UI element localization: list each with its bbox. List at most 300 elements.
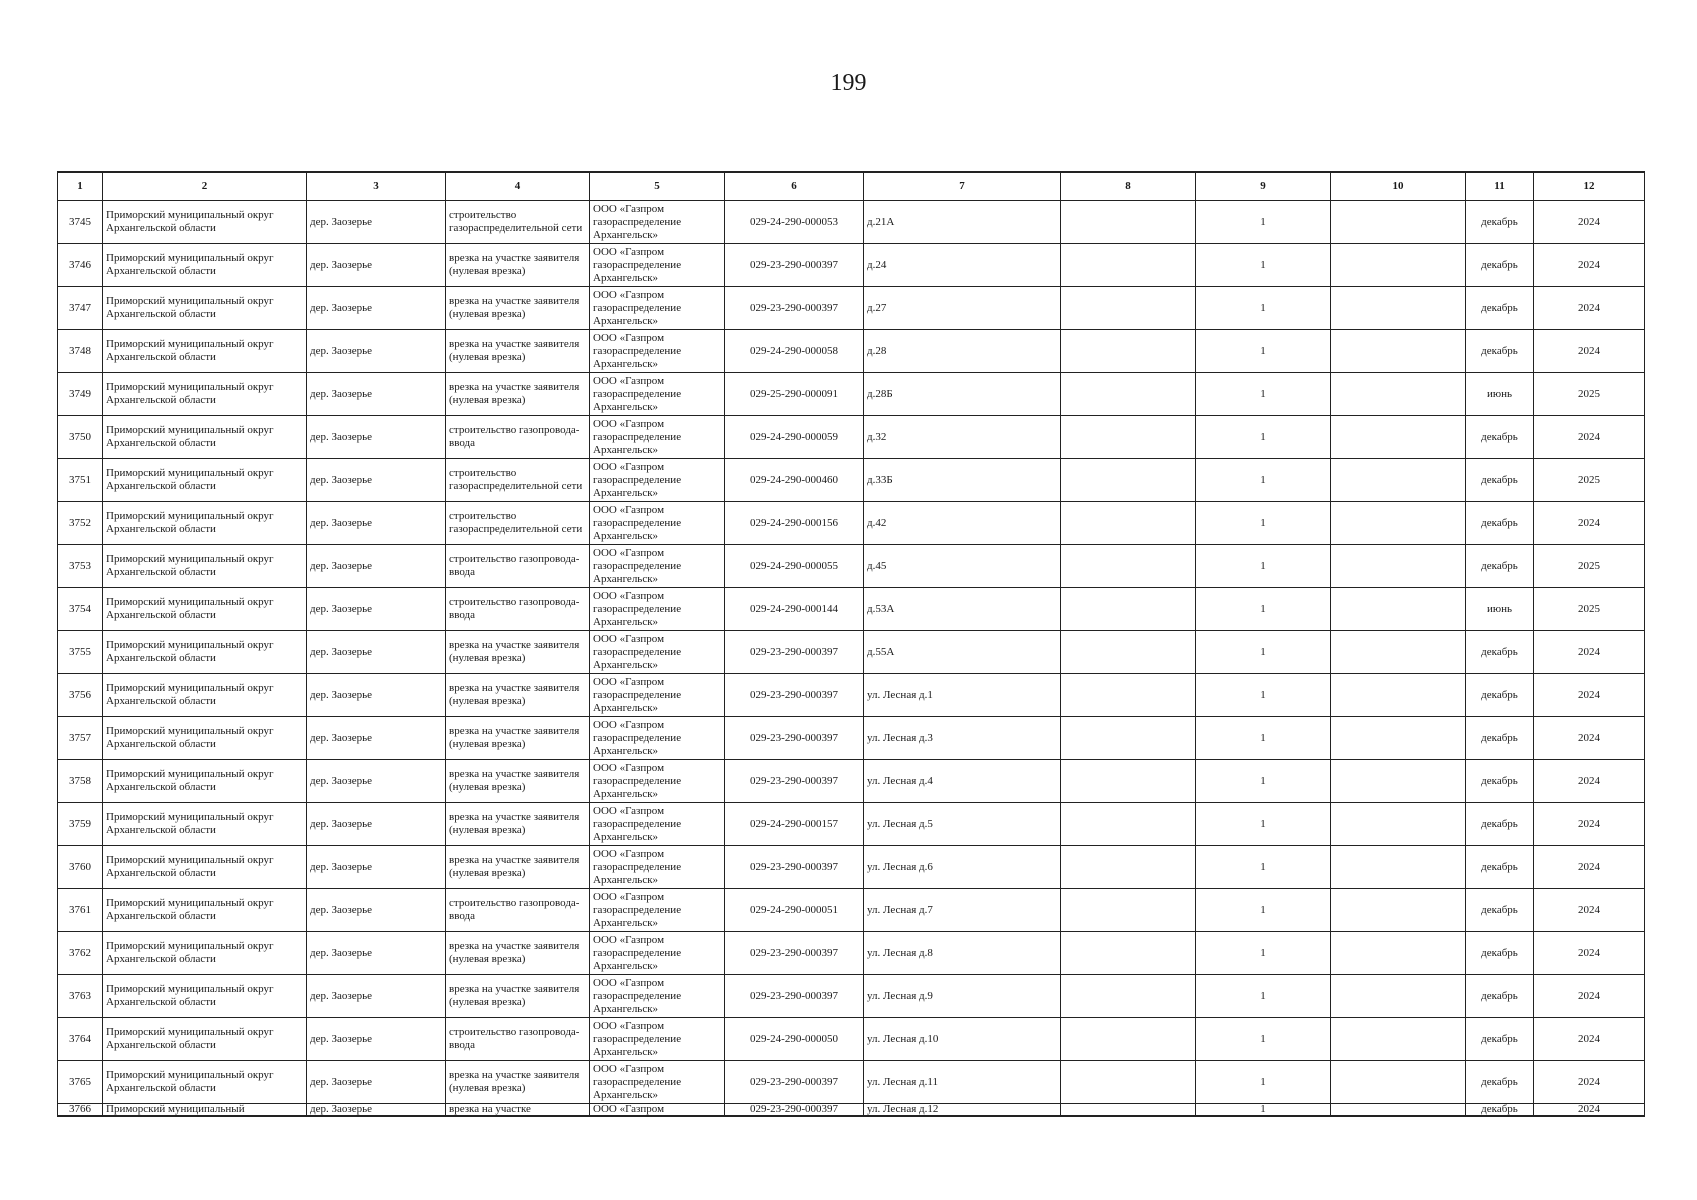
quantity-cell: 1 [1196, 932, 1331, 975]
quantity-cell: 1 [1196, 975, 1331, 1018]
address-cell: ул. Лесная д.10 [864, 1018, 1061, 1061]
quantity-cell: 1 [1196, 1018, 1331, 1061]
row-number: 3753 [58, 545, 103, 588]
code-cell: 029-24-290-000460 [725, 459, 864, 502]
row-number: 3745 [58, 201, 103, 244]
table-row [58, 760, 1645, 803]
code-cell: 029-23-290-000397 [725, 846, 864, 889]
year-cell: 2024 [1534, 1061, 1645, 1104]
column-header: 7 [864, 172, 1061, 201]
column-8-cell [1061, 373, 1196, 416]
locality-cell: дер. Заозерье [307, 975, 446, 1018]
code-cell: 029-23-290-000397 [725, 287, 864, 330]
column-8-cell [1061, 631, 1196, 674]
address-cell: д.24 [864, 244, 1061, 287]
work-type-cell: строительство газораспределительной сети [446, 201, 590, 244]
month-cell: июнь [1466, 373, 1534, 416]
year-cell: 2024 [1534, 1018, 1645, 1061]
code-cell: 029-24-290-000053 [725, 201, 864, 244]
month-cell: декабрь [1466, 459, 1534, 502]
month-cell: декабрь [1466, 803, 1534, 846]
municipality-cell: Приморский муниципальный округ Архангельской области [103, 588, 307, 631]
column-8-cell [1061, 889, 1196, 932]
table-row [58, 287, 1645, 330]
column-8-cell [1061, 502, 1196, 545]
quantity-cell: 1 [1196, 244, 1331, 287]
column-10-cell [1331, 373, 1466, 416]
year-cell: 2024 [1534, 674, 1645, 717]
row-number: 3760 [58, 846, 103, 889]
table-row [58, 244, 1645, 287]
quantity-cell: 1 [1196, 287, 1331, 330]
month-cell: декабрь [1466, 846, 1534, 889]
table-row [58, 674, 1645, 717]
code-cell: 029-23-290-000397 [725, 717, 864, 760]
column-header: 2 [103, 172, 307, 201]
column-10-cell [1331, 760, 1466, 803]
address-cell: ул. Лесная д.8 [864, 932, 1061, 975]
row-number: 3757 [58, 717, 103, 760]
address-cell: ул. Лесная д.5 [864, 803, 1061, 846]
month-cell: декабрь [1466, 244, 1534, 287]
work-type-cell: строительство газопровода-ввода [446, 545, 590, 588]
table-row [58, 373, 1645, 416]
year-cell: 2025 [1534, 459, 1645, 502]
locality-cell: дер. Заозерье [307, 373, 446, 416]
locality-cell: дер. Заозерье [307, 330, 446, 373]
municipality-cell: Приморский муниципальный округ Архангельской области [103, 459, 307, 502]
month-cell: декабрь [1466, 975, 1534, 1018]
quantity-cell: 1 [1196, 760, 1331, 803]
work-type-cell: врезка на участке заявителя (нулевая врезка) [446, 244, 590, 287]
column-10-cell [1331, 545, 1466, 588]
locality-cell: дер. Заозерье [307, 1104, 446, 1117]
work-type-cell: врезка на участке заявителя (нулевая врезка) [446, 287, 590, 330]
quantity-cell: 1 [1196, 674, 1331, 717]
table-row [58, 1104, 1645, 1117]
month-cell: декабрь [1466, 330, 1534, 373]
column-10-cell [1331, 588, 1466, 631]
organization-cell: ООО «Газпром газораспределение Архангельск» [590, 201, 725, 244]
column-header: 3 [307, 172, 446, 201]
row-number: 3761 [58, 889, 103, 932]
table-row [58, 416, 1645, 459]
locality-cell: дер. Заозерье [307, 459, 446, 502]
organization-cell: ООО «Газпром газораспределение Архангельск» [590, 244, 725, 287]
locality-cell: дер. Заозерье [307, 201, 446, 244]
column-10-cell [1331, 932, 1466, 975]
organization-cell: ООО «Газпром газораспределение Архангельск» [590, 846, 725, 889]
column-8-cell [1061, 1018, 1196, 1061]
column-10-cell [1331, 889, 1466, 932]
code-cell: 029-25-290-000091 [725, 373, 864, 416]
year-cell: 2024 [1534, 1104, 1645, 1117]
quantity-cell: 1 [1196, 889, 1331, 932]
month-cell: декабрь [1466, 889, 1534, 932]
year-cell: 2024 [1534, 201, 1645, 244]
column-header: 4 [446, 172, 590, 201]
code-cell: 029-24-290-000050 [725, 1018, 864, 1061]
locality-cell: дер. Заозерье [307, 631, 446, 674]
municipality-cell: Приморский муниципальный округ Архангельской области [103, 545, 307, 588]
year-cell: 2024 [1534, 502, 1645, 545]
organization-cell: ООО «Газпром газораспределение Архангельск» [590, 631, 725, 674]
address-cell: ул. Лесная д.11 [864, 1061, 1061, 1104]
month-cell: декабрь [1466, 416, 1534, 459]
municipality-cell: Приморский муниципальный округ Архангельской области [103, 760, 307, 803]
code-cell: 029-23-290-000397 [725, 631, 864, 674]
month-cell: декабрь [1466, 932, 1534, 975]
work-type-cell: врезка на участке заявителя (нулевая врезка) [446, 631, 590, 674]
work-type-cell: строительство газопровода-ввода [446, 588, 590, 631]
address-cell: ул. Лесная д.7 [864, 889, 1061, 932]
locality-cell: дер. Заозерье [307, 1061, 446, 1104]
table-row [58, 932, 1645, 975]
locality-cell: дер. Заозерье [307, 889, 446, 932]
code-cell: 029-23-290-000397 [725, 760, 864, 803]
column-8-cell [1061, 717, 1196, 760]
table-row [58, 1018, 1645, 1061]
municipality-cell: Приморский муниципальный округ Архангельской области [103, 373, 307, 416]
column-header: 12 [1534, 172, 1645, 201]
month-cell: июнь [1466, 588, 1534, 631]
work-type-cell: врезка на участке заявителя (нулевая врезка) [446, 373, 590, 416]
organization-cell: ООО «Газпром газораспределение Архангельск» [590, 1018, 725, 1061]
address-cell: д.45 [864, 545, 1061, 588]
column-10-cell [1331, 502, 1466, 545]
column-8-cell [1061, 459, 1196, 502]
table-row [58, 717, 1645, 760]
column-10-cell [1331, 1018, 1466, 1061]
locality-cell: дер. Заозерье [307, 287, 446, 330]
table-row [58, 889, 1645, 932]
month-cell: декабрь [1466, 674, 1534, 717]
column-10-cell [1331, 975, 1466, 1018]
address-cell: ул. Лесная д.1 [864, 674, 1061, 717]
address-cell: д.33Б [864, 459, 1061, 502]
work-type-cell: врезка на участке заявителя (нулевая врезка) [446, 975, 590, 1018]
organization-cell: ООО «Газпром газораспределение Архангельск» [590, 545, 725, 588]
table-row [58, 545, 1645, 588]
locality-cell: дер. Заозерье [307, 932, 446, 975]
code-cell: 029-24-290-000156 [725, 502, 864, 545]
month-cell: декабрь [1466, 1104, 1534, 1117]
year-cell: 2025 [1534, 545, 1645, 588]
address-cell: ул. Лесная д.9 [864, 975, 1061, 1018]
municipality-cell: Приморский муниципальный округ Архангельской области [103, 201, 307, 244]
organization-cell: ООО «Газпром газораспределение Архангельск» [590, 674, 725, 717]
organization-cell: ООО «Газпром газораспределение Архангельск» [590, 1061, 725, 1104]
code-cell: 029-23-290-000397 [725, 244, 864, 287]
work-type-cell: врезка на участке заявителя (нулевая врезка) [446, 846, 590, 889]
municipality-cell: Приморский муниципальный округ Архангельской области [103, 330, 307, 373]
column-10-cell [1331, 330, 1466, 373]
column-header: 9 [1196, 172, 1331, 201]
municipality-cell: Приморский муниципальный округ Архангельской области [103, 1061, 307, 1104]
address-cell: д.42 [864, 502, 1061, 545]
column-8-cell [1061, 760, 1196, 803]
locality-cell: дер. Заозерье [307, 674, 446, 717]
organization-cell: ООО «Газпром газораспределение Архангельск» [590, 287, 725, 330]
row-number: 3762 [58, 932, 103, 975]
column-10-cell [1331, 717, 1466, 760]
organization-cell: ООО «Газпром газораспределение Архангельск» [590, 717, 725, 760]
locality-cell: дер. Заозерье [307, 803, 446, 846]
table-row [58, 803, 1645, 846]
column-8-cell [1061, 803, 1196, 846]
column-number-row [58, 172, 1645, 201]
work-type-cell: врезка на участке заявителя (нулевая врезка) [446, 932, 590, 975]
work-type-cell: врезка на участке заявителя (нулевая врезка) [446, 674, 590, 717]
work-type-cell: строительство газораспределительной сети [446, 459, 590, 502]
table-body [58, 201, 1645, 1117]
organization-cell: ООО «Газпром газораспределение Архангельск» [590, 588, 725, 631]
work-type-cell: врезка на участке [446, 1104, 590, 1117]
row-number: 3751 [58, 459, 103, 502]
address-cell: д.55А [864, 631, 1061, 674]
quantity-cell: 1 [1196, 330, 1331, 373]
locality-cell: дер. Заозерье [307, 545, 446, 588]
year-cell: 2024 [1534, 330, 1645, 373]
code-cell: 029-24-290-000144 [725, 588, 864, 631]
column-10-cell [1331, 1104, 1466, 1117]
column-8-cell [1061, 545, 1196, 588]
table-row [58, 1061, 1645, 1104]
year-cell: 2025 [1534, 373, 1645, 416]
work-type-cell: врезка на участке заявителя (нулевая врезка) [446, 330, 590, 373]
month-cell: декабрь [1466, 201, 1534, 244]
code-cell: 029-23-290-000397 [725, 1061, 864, 1104]
column-8-cell [1061, 588, 1196, 631]
row-number: 3747 [58, 287, 103, 330]
column-header: 1 [58, 172, 103, 201]
address-cell: д.28Б [864, 373, 1061, 416]
quantity-cell: 1 [1196, 416, 1331, 459]
quantity-cell: 1 [1196, 631, 1331, 674]
work-type-cell: строительство газопровода-ввода [446, 889, 590, 932]
year-cell: 2024 [1534, 932, 1645, 975]
row-number: 3765 [58, 1061, 103, 1104]
year-cell: 2024 [1534, 803, 1645, 846]
quantity-cell: 1 [1196, 717, 1331, 760]
address-cell: д.27 [864, 287, 1061, 330]
code-cell: 029-24-290-000051 [725, 889, 864, 932]
table-header [58, 172, 1645, 201]
locality-cell: дер. Заозерье [307, 502, 446, 545]
row-number: 3759 [58, 803, 103, 846]
month-cell: декабрь [1466, 717, 1534, 760]
municipality-cell: Приморский муниципальный округ Архангельской области [103, 889, 307, 932]
address-cell: ул. Лесная д.6 [864, 846, 1061, 889]
code-cell: 029-24-290-000059 [725, 416, 864, 459]
column-8-cell [1061, 201, 1196, 244]
code-cell: 029-24-290-000058 [725, 330, 864, 373]
code-cell: 029-24-290-000157 [725, 803, 864, 846]
locality-cell: дер. Заозерье [307, 244, 446, 287]
row-number: 3748 [58, 330, 103, 373]
column-10-cell [1331, 674, 1466, 717]
code-cell: 029-23-290-000397 [725, 674, 864, 717]
locality-cell: дер. Заозерье [307, 1018, 446, 1061]
row-number: 3766 [58, 1104, 103, 1117]
municipality-cell: Приморский муниципальный округ Архангельской области [103, 975, 307, 1018]
row-number: 3750 [58, 416, 103, 459]
table-row [58, 502, 1645, 545]
locality-cell: дер. Заозерье [307, 846, 446, 889]
month-cell: декабрь [1466, 1061, 1534, 1104]
month-cell: декабрь [1466, 545, 1534, 588]
year-cell: 2024 [1534, 889, 1645, 932]
row-number: 3764 [58, 1018, 103, 1061]
municipality-cell: Приморский муниципальный округ Архангельской области [103, 932, 307, 975]
table-row [58, 631, 1645, 674]
row-number: 3749 [58, 373, 103, 416]
work-type-cell: строительство газораспределительной сети [446, 502, 590, 545]
address-cell: ул. Лесная д.12 [864, 1104, 1061, 1117]
year-cell: 2024 [1534, 287, 1645, 330]
year-cell: 2025 [1534, 588, 1645, 631]
table-row [58, 201, 1645, 244]
work-type-cell: строительство газопровода-ввода [446, 1018, 590, 1061]
address-cell: д.32 [864, 416, 1061, 459]
address-cell: ул. Лесная д.4 [864, 760, 1061, 803]
locality-cell: дер. Заозерье [307, 416, 446, 459]
organization-cell: ООО «Газпром газораспределение Архангельск» [590, 932, 725, 975]
row-number: 3756 [58, 674, 103, 717]
quantity-cell: 1 [1196, 545, 1331, 588]
code-cell: 029-24-290-000055 [725, 545, 864, 588]
column-header: 8 [1061, 172, 1196, 201]
year-cell: 2024 [1534, 760, 1645, 803]
column-8-cell [1061, 1061, 1196, 1104]
row-number: 3754 [58, 588, 103, 631]
column-10-cell [1331, 803, 1466, 846]
organization-cell: ООО «Газпром газораспределение Архангельск» [590, 803, 725, 846]
quantity-cell: 1 [1196, 1104, 1331, 1117]
quantity-cell: 1 [1196, 373, 1331, 416]
work-type-cell: врезка на участке заявителя (нулевая врезка) [446, 803, 590, 846]
column-header: 11 [1466, 172, 1534, 201]
organization-cell: ООО «Газпром [590, 1104, 725, 1117]
column-8-cell [1061, 287, 1196, 330]
month-cell: декабрь [1466, 760, 1534, 803]
column-8-cell [1061, 244, 1196, 287]
table-row [58, 330, 1645, 373]
row-number: 3752 [58, 502, 103, 545]
column-header: 6 [725, 172, 864, 201]
municipality-cell: Приморский муниципальный округ Архангельской области [103, 287, 307, 330]
column-8-cell [1061, 330, 1196, 373]
column-10-cell [1331, 1061, 1466, 1104]
column-8-cell [1061, 1104, 1196, 1117]
municipality-cell: Приморский муниципальный округ Архангельской области [103, 803, 307, 846]
column-10-cell [1331, 846, 1466, 889]
month-cell: декабрь [1466, 631, 1534, 674]
row-number: 3755 [58, 631, 103, 674]
work-type-cell: врезка на участке заявителя (нулевая врезка) [446, 717, 590, 760]
organization-cell: ООО «Газпром газораспределение Архангельск» [590, 459, 725, 502]
code-cell: 029-23-290-000397 [725, 975, 864, 1018]
column-10-cell [1331, 201, 1466, 244]
organization-cell: ООО «Газпром газораспределение Архангельск» [590, 502, 725, 545]
municipality-cell: Приморский муниципальный округ Архангельской области [103, 846, 307, 889]
column-8-cell [1061, 932, 1196, 975]
row-number: 3763 [58, 975, 103, 1018]
column-10-cell [1331, 416, 1466, 459]
work-type-cell: врезка на участке заявителя (нулевая врезка) [446, 760, 590, 803]
column-8-cell [1061, 975, 1196, 1018]
column-8-cell [1061, 846, 1196, 889]
month-cell: декабрь [1466, 1018, 1534, 1061]
table-row [58, 459, 1645, 502]
locality-cell: дер. Заозерье [307, 717, 446, 760]
locality-cell: дер. Заозерье [307, 588, 446, 631]
month-cell: декабрь [1466, 287, 1534, 330]
organization-cell: ООО «Газпром газораспределение Архангельск» [590, 889, 725, 932]
column-8-cell [1061, 416, 1196, 459]
column-8-cell [1061, 674, 1196, 717]
address-cell: д.21А [864, 201, 1061, 244]
column-10-cell [1331, 244, 1466, 287]
municipality-cell: Приморский муниципальный округ Архангельской области [103, 1018, 307, 1061]
quantity-cell: 1 [1196, 588, 1331, 631]
municipality-cell: Приморский муниципальный округ Архангельской области [103, 244, 307, 287]
work-type-cell: врезка на участке заявителя (нулевая врезка) [446, 1061, 590, 1104]
registry-table [57, 171, 1645, 1117]
organization-cell: ООО «Газпром газораспределение Архангельск» [590, 373, 725, 416]
page-number: 199 [830, 70, 867, 96]
row-number: 3746 [58, 244, 103, 287]
quantity-cell: 1 [1196, 846, 1331, 889]
organization-cell: ООО «Газпром газораспределение Архангельск» [590, 416, 725, 459]
quantity-cell: 1 [1196, 459, 1331, 502]
table-row [58, 975, 1645, 1018]
organization-cell: ООО «Газпром газораспределение Архангельск» [590, 760, 725, 803]
year-cell: 2024 [1534, 846, 1645, 889]
municipality-cell: Приморский муниципальный округ Архангельской области [103, 416, 307, 459]
row-number: 3758 [58, 760, 103, 803]
year-cell: 2024 [1534, 717, 1645, 760]
table-row [58, 846, 1645, 889]
municipality-cell: Приморский муниципальный округ Архангельской области [103, 502, 307, 545]
municipality-cell: Приморский муниципальный [103, 1104, 307, 1117]
work-type-cell: строительство газопровода-ввода [446, 416, 590, 459]
address-cell: д.28 [864, 330, 1061, 373]
municipality-cell: Приморский муниципальный округ Архангельской области [103, 631, 307, 674]
locality-cell: дер. Заозерье [307, 760, 446, 803]
quantity-cell: 1 [1196, 803, 1331, 846]
month-cell: декабрь [1466, 502, 1534, 545]
organization-cell: ООО «Газпром газораспределение Архангельск» [590, 975, 725, 1018]
column-10-cell [1331, 287, 1466, 330]
year-cell: 2024 [1534, 416, 1645, 459]
quantity-cell: 1 [1196, 1061, 1331, 1104]
address-cell: д.53А [864, 588, 1061, 631]
organization-cell: ООО «Газпром газораспределение Архангельск» [590, 330, 725, 373]
table-row [58, 588, 1645, 631]
address-cell: ул. Лесная д.3 [864, 717, 1061, 760]
year-cell: 2024 [1534, 975, 1645, 1018]
column-header: 5 [590, 172, 725, 201]
code-cell: 029-23-290-000397 [725, 932, 864, 975]
column-header: 10 [1331, 172, 1466, 201]
year-cell: 2024 [1534, 244, 1645, 287]
municipality-cell: Приморский муниципальный округ Архангельской области [103, 717, 307, 760]
column-10-cell [1331, 631, 1466, 674]
municipality-cell: Приморский муниципальный округ Архангельской области [103, 674, 307, 717]
year-cell: 2024 [1534, 631, 1645, 674]
code-cell: 029-23-290-000397 [725, 1104, 864, 1117]
